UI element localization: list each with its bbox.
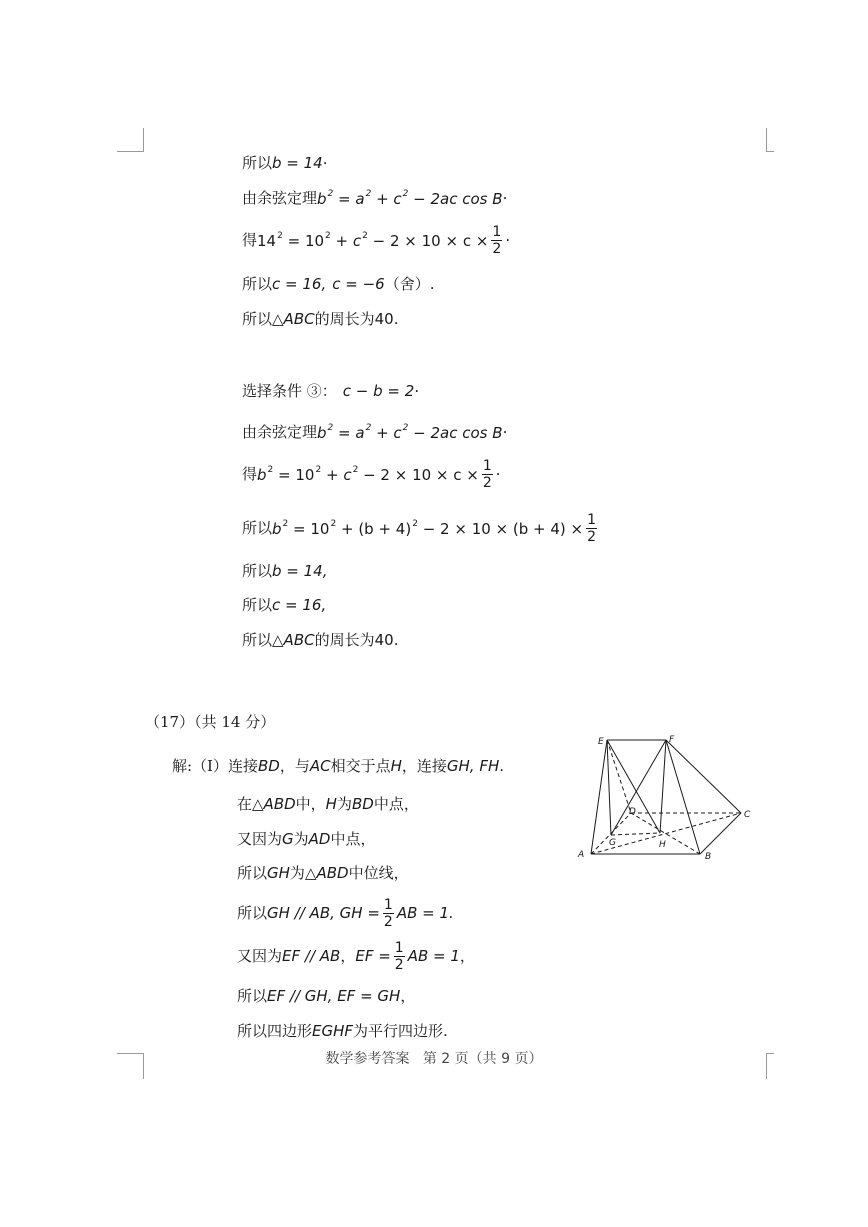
line-text: 为平行四边形. <box>353 1022 448 1040</box>
solution-line <box>172 759 504 774</box>
line-text: 由余弦定理 <box>242 423 318 441</box>
math-expression: $b^2 = 10^2 + (b + 4)^2 - 2 \times 10 \times (b + 4)$ × <box>272 519 584 538</box>
line-text: 得 <box>242 231 258 249</box>
fraction: $\frac{1}{2}$ <box>383 897 393 930</box>
segment-EH <box>607 740 660 833</box>
point-label-H: H <box>659 840 666 850</box>
line-punct: ， <box>459 947 475 965</box>
line-text: 所以 <box>237 987 268 1005</box>
math-expression: AC <box>309 757 331 775</box>
math-expression: c − b = 2 <box>342 382 415 400</box>
line-punct: ， <box>400 987 416 1005</box>
line-text: 中位线， <box>348 864 409 882</box>
line-text: 所以 <box>237 904 268 922</box>
point-label-G: G <box>609 838 616 848</box>
line-text: 为 <box>336 795 352 813</box>
line-text: 为 <box>293 830 309 848</box>
question-heading: （17）（共 14 分） <box>145 713 276 731</box>
point-label-B: B <box>705 852 712 862</box>
line-text: 解:（Ⅰ）连接 <box>172 757 258 775</box>
line-text: 所以 <box>242 631 273 649</box>
edge-AE <box>591 740 607 854</box>
solution-line <box>237 940 475 973</box>
footer-text: 第 <box>422 1051 437 1067</box>
math-expression: AD <box>308 830 331 848</box>
solution-line <box>242 564 328 579</box>
line-text: 为 <box>289 864 305 882</box>
line-text: 所以 <box>242 562 273 580</box>
math-expression: GH, FH <box>446 757 500 775</box>
math-expression: H <box>390 757 402 775</box>
solution-line <box>242 633 398 648</box>
math-expression: $b^2 = a^2 + c^2 - 2ac$ cos B <box>317 189 503 208</box>
solution-line <box>242 512 600 545</box>
line-text: 中点， <box>330 830 376 848</box>
line-text: 所以 <box>242 596 273 614</box>
line-text: ，与 <box>279 757 310 775</box>
edge-BC <box>700 813 741 854</box>
math-expression: b = 14, <box>272 562 328 580</box>
line-punct: · <box>414 382 420 400</box>
math-expression: △ABC <box>272 631 315 649</box>
math-expression: c = −6 <box>332 275 385 293</box>
page-number: 2 <box>441 1051 451 1067</box>
math-expression: EF // GH, EF = GH <box>267 987 401 1005</box>
math-expression: b = 14 <box>272 154 323 172</box>
point-label-A: A <box>578 850 585 860</box>
math-expression: 40 <box>374 310 394 328</box>
solution-line <box>242 277 434 292</box>
line-text: 所以 <box>242 154 273 172</box>
line-text: 又因为 <box>237 830 283 848</box>
solution-line <box>242 312 398 327</box>
math-expression: EF // AB <box>282 947 341 965</box>
line-punct: . <box>499 757 505 775</box>
line-punct: · <box>502 189 508 207</box>
line-text: 所以四边形 <box>237 1022 313 1040</box>
fraction: $\frac{1}{2}$ <box>587 512 597 545</box>
solution-line <box>242 458 501 491</box>
solution-line <box>242 224 510 257</box>
line-text: 中， <box>295 795 326 813</box>
math-expression: EF = <box>355 947 391 965</box>
solution-line <box>242 384 419 399</box>
math-expression: H <box>325 795 337 813</box>
line-text: 的周长为 <box>314 310 375 328</box>
segment-FH <box>660 740 666 833</box>
line-text: 所以 <box>242 310 273 328</box>
math-expression: △ABD <box>304 864 349 882</box>
geometry-figure <box>574 730 760 864</box>
line-text: 在 <box>237 795 253 813</box>
line-text: 的周长为 <box>314 631 375 649</box>
line-text: 由余弦定理 <box>242 189 318 207</box>
math-expression: △ABC <box>272 310 315 328</box>
segment-EG <box>607 740 611 835</box>
segment-FG <box>611 740 666 835</box>
solution-line <box>242 156 328 171</box>
page-total: 9 <box>501 1051 511 1067</box>
line-punct: . <box>393 631 399 649</box>
math-expression: BD <box>257 757 280 775</box>
solution-line <box>242 190 507 207</box>
page-footer <box>0 1048 868 1068</box>
solution-line <box>237 832 375 847</box>
solution-line <box>237 989 415 1004</box>
line-punct: · <box>502 423 508 441</box>
math-expression: EGHF <box>312 1022 354 1040</box>
line-text: （舍）. <box>384 275 435 293</box>
math-expression: BD <box>351 795 374 813</box>
line-text: 得 <box>242 465 258 483</box>
math-expression: 40 <box>374 631 394 649</box>
math-expression: c = 16, <box>272 275 327 293</box>
footer-text: 页（共 <box>454 1051 497 1067</box>
point-label-C: C <box>744 810 751 820</box>
solution-line <box>242 598 326 613</box>
solution-line <box>237 797 419 812</box>
line-punct: . <box>393 310 399 328</box>
solution-line <box>237 1024 448 1039</box>
line-punct: · <box>322 154 328 172</box>
math-expression: $b^2 = 10^2 + c^2 - 2 \times 10 \times c$ × <box>257 465 479 484</box>
line-text: 所以 <box>237 864 268 882</box>
line-punct: · <box>505 231 511 249</box>
math-expression: $b^2 = a^2 + c^2 - 2ac$ cos B <box>317 423 503 442</box>
solution-line <box>237 897 454 930</box>
line-text: ， <box>340 947 356 965</box>
fraction: $\frac{1}{2}$ <box>394 940 404 973</box>
line-text: 又因为 <box>237 947 283 965</box>
math-expression: $14^2 = 10^2 + c^2 - 2 \times 10 \times c$ × <box>257 231 489 250</box>
line-text: 所以 <box>242 275 273 293</box>
footer-text: 页） <box>514 1051 543 1067</box>
footer-text: 数学参考答案 <box>325 1051 410 1067</box>
math-expression: △ABD <box>252 795 296 813</box>
math-expression: GH // AB, GH = <box>267 904 380 922</box>
point-label-F: F <box>669 735 675 745</box>
solution-line <box>242 424 507 441</box>
fraction: $\frac{1}{2}$ <box>492 224 502 257</box>
point-label-E: E <box>598 737 604 747</box>
line-text: ，连接 <box>401 757 447 775</box>
fraction: $\frac{1}{2}$ <box>482 458 492 491</box>
line-text: 中点， <box>373 795 419 813</box>
point-label-D: D <box>629 807 636 817</box>
math-expression: GH <box>267 864 290 882</box>
math-expression: AB = 1 <box>407 947 460 965</box>
math-expression: G <box>282 830 294 848</box>
segment-GH <box>611 833 660 835</box>
math-expression: c = 16, <box>272 596 327 614</box>
line-text: 选择条件 ③： <box>242 382 337 400</box>
line-punct: · <box>495 465 501 483</box>
solution-line <box>237 866 409 881</box>
line-text: 相交于点 <box>330 757 391 775</box>
math-expression: AB = 1. <box>396 904 454 922</box>
line-text: 所以 <box>242 519 273 537</box>
